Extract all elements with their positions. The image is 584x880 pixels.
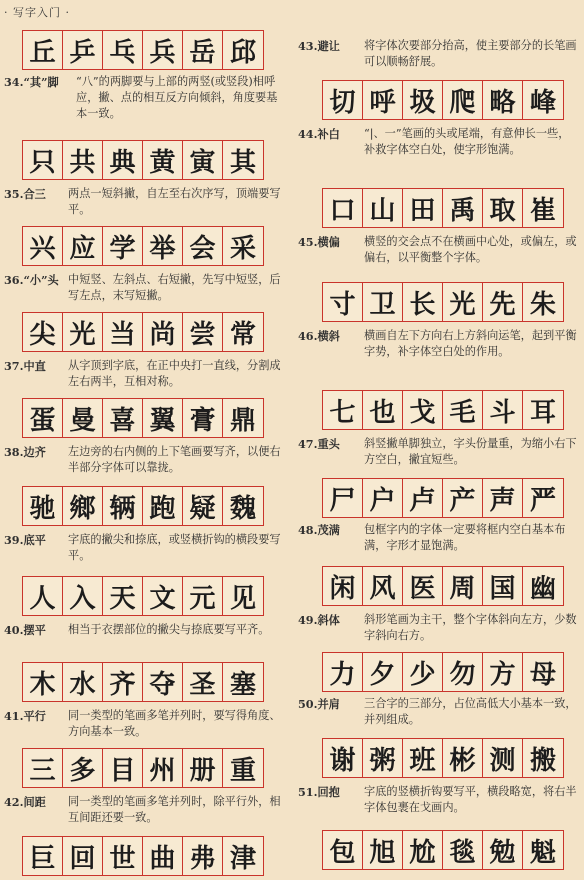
rule-number: 35.合三 [4, 187, 46, 201]
char-cell: 翼 [143, 399, 183, 437]
char-grid [22, 226, 264, 266]
char-cell: 峰 [529, 87, 556, 118]
char-grid [322, 478, 564, 518]
char-cell: 毯 [443, 831, 483, 869]
char-cell: 崔 [529, 195, 556, 226]
char-cell: 学 [103, 227, 143, 265]
rule-item [4, 444, 286, 478]
char-cell: 戈 [403, 391, 443, 429]
rule-item [298, 126, 580, 176]
char-cell: 州 [143, 749, 183, 787]
char-cell: 文 [143, 577, 183, 615]
char-cell: 尬 [403, 831, 443, 869]
rule-item [4, 708, 286, 742]
rule-description: 斜形笔画为主干，整个字体斜向左方，少数字斜向右方。 [364, 613, 577, 642]
char-grid [22, 312, 264, 352]
char-cell: 魏 [229, 493, 256, 524]
char-cell: 喜 [103, 399, 143, 437]
char-cell: 周 [443, 567, 483, 605]
char-cell: 卫 [363, 283, 403, 321]
char-cell: 勉 [483, 831, 523, 869]
rule-description: 两点一短斜撇，自左至右次序写，顶端要写平。 [68, 187, 281, 216]
rule-item [298, 38, 580, 72]
rule-number: 43.避让 [298, 39, 340, 53]
char-cell: 山 [363, 189, 403, 227]
char-cell: 勿 [443, 653, 483, 691]
char-grid [22, 398, 264, 438]
char-cell: 田 [403, 189, 443, 227]
char-grid [322, 738, 564, 778]
char-cell: 光 [63, 313, 103, 351]
char-grid [22, 662, 264, 702]
char-cell: 取 [483, 189, 523, 227]
char-grid [22, 748, 264, 788]
rule-item [298, 784, 580, 818]
char-cell: 测 [483, 739, 523, 777]
char-cell: 鼎 [229, 405, 256, 436]
rule-description: 横画自左下方向右上方斜向运笔，起到平衡字势，补字体空白处的作用。 [364, 329, 577, 358]
char-cell: 采 [229, 233, 256, 264]
char-grid [22, 140, 264, 180]
char-cell: 巨 [23, 837, 63, 875]
char-cell: 爬 [443, 81, 483, 119]
char-cell: 也 [363, 391, 403, 429]
char-cell: 呼 [363, 81, 403, 119]
char-cell: 朱 [529, 289, 556, 320]
char-cell: 幽 [529, 573, 556, 604]
rule-number: 48.茂满 [298, 523, 340, 537]
char-cell: 蛋 [23, 399, 63, 437]
char-cell: 光 [443, 283, 483, 321]
rule-number: 42.间距 [4, 795, 46, 809]
char-cell: 斗 [483, 391, 523, 429]
rule-description: 左边旁的右内侧的上下笔画要写齐，以便右半部分字体可以靠拢。 [68, 445, 281, 474]
char-cell: 常 [229, 319, 256, 350]
char-cell: 长 [403, 283, 443, 321]
char-cell: 邱 [229, 37, 256, 68]
char-cell: 回 [63, 837, 103, 875]
rule-description: 相当于衣摆部位的撇尖与捺底要写平齐。 [68, 623, 270, 636]
rule-item [4, 186, 286, 220]
char-cell: 木 [23, 663, 63, 701]
char-cell: 七 [323, 391, 363, 429]
rule-description: 同一类型的笔画多笔并列时，除平行外，相互间距还要一致。 [68, 795, 281, 824]
char-cell: 辆 [103, 487, 143, 525]
rule-item [4, 532, 286, 566]
char-cell: 毛 [443, 391, 483, 429]
char-cell: 产 [443, 479, 483, 517]
rule-item [4, 794, 286, 828]
char-grid [322, 188, 564, 228]
rule-number: 50.并肩 [298, 697, 340, 711]
rule-item [298, 696, 580, 730]
char-grid [322, 282, 564, 322]
rule-description: 从字顶到字底，在正中央打一直线，分割成左右两半，互相对称。 [68, 359, 281, 388]
char-cell: 彬 [443, 739, 483, 777]
char-cell: 尸 [323, 479, 363, 517]
rule-item [298, 522, 580, 556]
char-cell: 其 [229, 147, 256, 178]
char-grid [22, 486, 264, 526]
rule-number: 34.“其”脚 [4, 75, 59, 89]
char-cell: 圣 [183, 663, 223, 701]
rule-description: 中短竖、左斜点、右短撇，先写中短竖，后写左点，末写短撇。 [68, 273, 281, 302]
rule-number: 49.斜体 [298, 613, 340, 627]
rule-description: 将字体次要部分抬高，使主要部分的长笔画可以顺畅舒展。 [364, 39, 577, 68]
right-column [292, 0, 584, 880]
char-cell: 夕 [363, 653, 403, 691]
char-cell: 岳 [183, 31, 223, 69]
rule-number: 41.平行 [4, 709, 46, 723]
char-cell: 入 [63, 577, 103, 615]
char-cell: 举 [143, 227, 183, 265]
char-cell: 天 [103, 577, 143, 615]
char-cell: 少 [403, 653, 443, 691]
char-cell: 应 [63, 227, 103, 265]
char-cell: 方 [483, 653, 523, 691]
char-cell: 塞 [229, 669, 256, 700]
char-cell: 膏 [183, 399, 223, 437]
char-grid [322, 652, 564, 692]
char-cell: 乓 [103, 31, 143, 69]
char-cell: 旭 [363, 831, 403, 869]
char-cell: 疑 [183, 487, 223, 525]
char-grid [22, 576, 264, 616]
char-cell: 切 [323, 81, 363, 119]
char-cell: 曼 [63, 399, 103, 437]
char-cell: 黄 [143, 141, 183, 179]
char-cell: 兴 [23, 227, 63, 265]
char-cell: 班 [403, 739, 443, 777]
rule-description: 斜竖撇单脚独立，字头份量重，为缩小右下方空白，撇宜短些。 [364, 437, 577, 466]
char-cell: 严 [529, 485, 556, 516]
rule-number: 40.摆平 [4, 623, 46, 637]
char-cell: 曲 [143, 837, 183, 875]
char-grid [322, 566, 564, 606]
char-cell: 夺 [143, 663, 183, 701]
header-dot: · [65, 6, 70, 19]
char-cell: 典 [103, 141, 143, 179]
char-cell: 元 [183, 577, 223, 615]
char-cell: 鄉 [63, 487, 103, 525]
rule-item [298, 612, 580, 646]
char-cell: 册 [183, 749, 223, 787]
header-dot: · [4, 6, 9, 19]
char-cell: 耳 [529, 397, 556, 428]
char-cell: 魁 [529, 837, 556, 868]
char-cell: 闲 [323, 567, 363, 605]
rule-number: 46.横斜 [298, 329, 340, 343]
rule-number: 45.横偏 [298, 235, 340, 249]
char-cell: 当 [103, 313, 143, 351]
rule-number: 39.底平 [4, 533, 46, 547]
rule-description: 横竖的交会点不在横画中心处，或偏左，或偏右，以平衡整个字体。 [364, 235, 577, 264]
char-grid [322, 390, 564, 430]
char-cell: 多 [63, 749, 103, 787]
char-cell: 略 [483, 81, 523, 119]
char-grid [322, 80, 564, 120]
char-cell: 重 [229, 755, 256, 786]
page-header [4, 4, 70, 20]
char-cell: 先 [483, 283, 523, 321]
rule-item [4, 272, 286, 306]
char-cell: 乒 [63, 31, 103, 69]
rule-description: 字底的撇尖和捺底，或竖横折钩的横段要写平。 [68, 533, 281, 562]
rule-item [298, 328, 580, 378]
char-cell: 人 [23, 577, 63, 615]
char-cell: 驰 [23, 487, 63, 525]
char-cell: 只 [23, 141, 63, 179]
char-grid [22, 836, 264, 876]
rule-number: 47.重头 [298, 437, 340, 451]
rule-description: 包框字内的字体一定要将框内空白基本布满，字形才显饱满。 [364, 523, 566, 552]
char-cell: 津 [229, 843, 256, 874]
char-cell: 力 [323, 653, 363, 691]
char-cell: 兵 [143, 31, 183, 69]
char-cell: 三 [23, 749, 63, 787]
rule-number: 51.回抱 [298, 785, 340, 799]
rule-description: “八”的两脚要与上部的两竖(或竖段)相呼应，撇、点的相互反方向倾斜，角度要基本一致。 [76, 75, 278, 120]
rule-number: 37.中直 [4, 359, 46, 373]
char-cell: 卢 [403, 479, 443, 517]
char-cell: 齐 [103, 663, 143, 701]
char-cell: 谢 [323, 739, 363, 777]
char-cell: 声 [483, 479, 523, 517]
char-cell: 丘 [23, 31, 63, 69]
char-cell: 风 [363, 567, 403, 605]
char-cell: 医 [403, 567, 443, 605]
rule-item [298, 436, 580, 470]
char-cell: 寸 [323, 283, 363, 321]
rule-item [4, 74, 286, 138]
char-cell: 母 [529, 659, 556, 690]
char-cell: 圾 [403, 81, 443, 119]
char-cell: 口 [323, 189, 363, 227]
char-cell: 共 [63, 141, 103, 179]
rule-number: 36.“小”头 [4, 273, 59, 287]
char-cell: 尝 [183, 313, 223, 351]
char-cell: 尖 [23, 313, 63, 351]
char-cell: 目 [103, 749, 143, 787]
rule-item [4, 358, 286, 392]
char-cell: 见 [229, 583, 256, 614]
char-cell: 户 [363, 479, 403, 517]
rule-item [298, 234, 580, 268]
char-cell: 水 [63, 663, 103, 701]
char-grid [322, 830, 564, 870]
rule-number: 44.补白 [298, 127, 340, 141]
char-cell: 搬 [529, 745, 556, 776]
rule-description: 同一类型的笔画多笔并列时，要写得角度、方向基本一致。 [68, 709, 281, 738]
char-cell: 弗 [183, 837, 223, 875]
char-cell: 跑 [143, 487, 183, 525]
char-cell: 包 [323, 831, 363, 869]
char-cell: 寅 [183, 141, 223, 179]
char-cell: 粥 [363, 739, 403, 777]
char-cell: 禹 [443, 189, 483, 227]
header-title: 写字入门 [13, 6, 61, 19]
rule-number: 38.边齐 [4, 445, 46, 459]
char-grid [22, 30, 264, 70]
rule-description: “|、一”笔画的头或尾端，有意伸长一些，补救字体空白处，使字形饱满。 [364, 127, 570, 156]
rule-description: 字底的竖横折钩要写平，横段略宽，将右半字体包裹在戈画内。 [364, 785, 577, 814]
char-cell: 会 [183, 227, 223, 265]
rule-item [4, 622, 286, 656]
char-cell: 国 [483, 567, 523, 605]
char-cell: 世 [103, 837, 143, 875]
char-cell: 尚 [143, 313, 183, 351]
rule-description: 三合字的三部分，占位高低大小基本一致，并列组成。 [364, 697, 577, 726]
